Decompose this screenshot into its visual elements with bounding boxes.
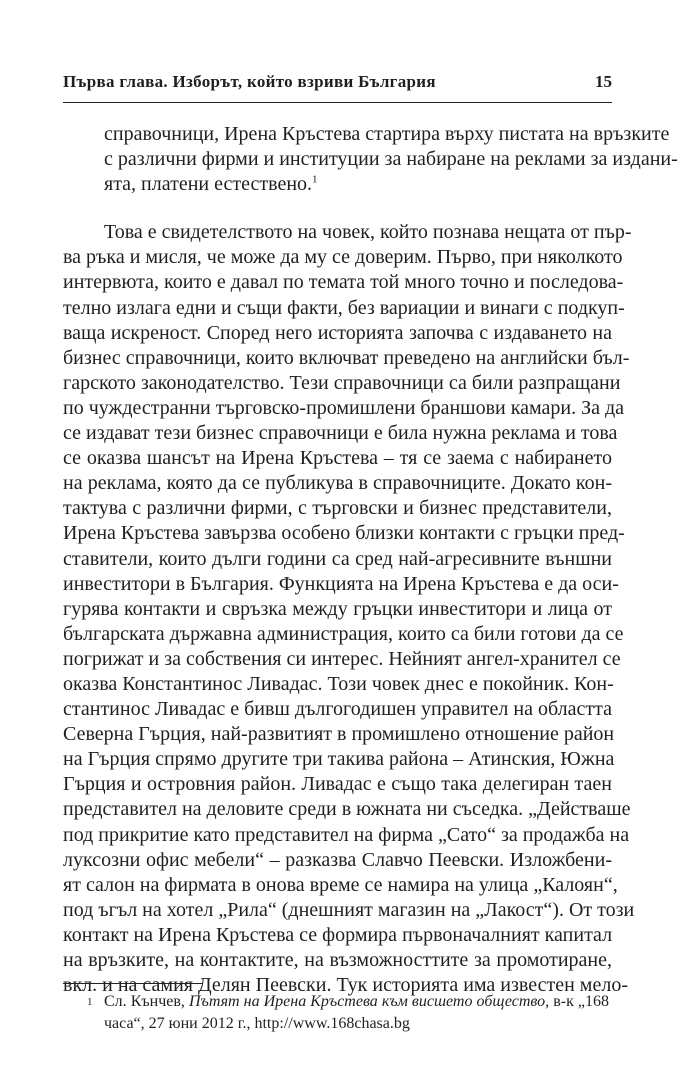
text-line: ваща искреност. Според него историята започва с издаването на	[63, 321, 612, 344]
text-line: интервюта, които е давал по темата той много точно и последова-	[63, 271, 624, 294]
text-line: се издават тези бизнес справочници е била нужна реклама и това	[63, 422, 618, 445]
paragraph-2	[63, 220, 635, 998]
footnote-author: Сл. Кънчев,	[104, 993, 185, 1010]
text-line: Гърция и островния район. Ливадас е също така делегиран таен	[63, 773, 612, 796]
text-line: луксозни офис мебели“ – разказва Славчо Пеевски. Изложбени-	[63, 848, 612, 871]
text-line: Това е свидетелството на човек, който познава нещата от пър-	[104, 221, 632, 244]
text-line: инвеститори в България. Функцията на Ирена Кръстева е да оси-	[63, 572, 619, 595]
text-line: на Гърция спрямо другите три такива района – Атинския, Южна	[63, 748, 615, 771]
text-line: ва ръка и мисля, че може да му се доверим. Първо, при няколкото	[63, 246, 623, 269]
footnote-divider	[63, 983, 203, 984]
text-line: ят салон на фирмата в онова време се намира на улица „Калоян“,	[63, 873, 618, 896]
footnote-reference[interactable]: 1	[312, 173, 318, 186]
footnote	[87, 991, 609, 1035]
text-line: гарското законодателство. Тези справочници са били разпращани	[63, 371, 621, 394]
text-line: по чуждестранни търговско-промишлени браншови камари. За да	[63, 396, 625, 419]
text-line: справочници, Ирена Кръстева стартира върху пистата на връзките	[104, 123, 670, 145]
text-line: с различни фирми и институции за набиране на реклами за издани-	[104, 148, 678, 171]
footnote-source: в-к „168 часа“, 27 юни 2012 г., http://www.168chasa.bg	[104, 993, 609, 1032]
text-line: гурява контакти и свръзка между гръцки инвеститори и лица от	[63, 597, 612, 620]
text-line: Северна Гърция, най-развитият в промишлено отношение район	[63, 723, 615, 746]
text-line: ставители, които дълги години са сред най-агресивните външни	[63, 547, 612, 570]
paragraph-1	[63, 122, 678, 197]
chapter-title: Първа глава. Изборът, който взриви България	[63, 72, 436, 91]
text-line: телно излага едни и същи факти, без вариации и винаги с подкуп-	[63, 296, 625, 319]
text-line: на връзките, на контактите, на възможносттите за промотиране,	[63, 949, 612, 971]
text-line: контакт на Ирена Кръстева се формира първоначалният капитал	[63, 923, 613, 946]
text-line: оказва Константинос Ливадас. Този човек днес е покойник. Кон-	[63, 672, 614, 695]
text-line: стантинос Ливадас е бивш дългогодишен управител на областта	[63, 698, 612, 721]
footnote-title: Пътят на Ирена Кръстева към висшето общество,	[188, 993, 550, 1010]
text-line: Ирена Кръстева завързва особено близки контакти с гръцки пред-	[63, 522, 625, 545]
running-header	[63, 72, 612, 103]
text-line-content: ята, платени естествено.	[104, 173, 313, 196]
text-line: погрижат и за собствения си интерес. Нейният ангел-хранител се	[63, 647, 621, 670]
text-line: под прикритие като представител на фирма „Сато“ за продажба на	[63, 823, 630, 846]
text-line: бизнес справочници, които включват преведено на английски бъл-	[63, 346, 630, 369]
text-line: се оказва шансът на Ирена Кръстева – тя се заема с набирането	[63, 447, 612, 470]
text-line: на реклама, която да се публикува в справочниците. Докато кон-	[63, 472, 612, 495]
text-line: представител на деловите среди в южната ни съседка. „Действаше	[63, 798, 631, 821]
text-line: под ъгъл на хотел „Рила“ (днешният магазин на „Лакост“). От този	[63, 898, 635, 921]
body-text	[63, 122, 678, 998]
page-number: 15	[595, 72, 612, 91]
footnote-number: 1	[87, 996, 93, 1008]
text-line	[63, 172, 612, 197]
text-line: вкл. и на самия Делян Пеевски. Тук историята има известен мело-	[63, 974, 628, 997]
text-line: тактува с различни фирми, с търговски и бизнес представители,	[63, 497, 612, 520]
text-line: българската държавна администрация, които са били готови да се	[63, 622, 624, 645]
